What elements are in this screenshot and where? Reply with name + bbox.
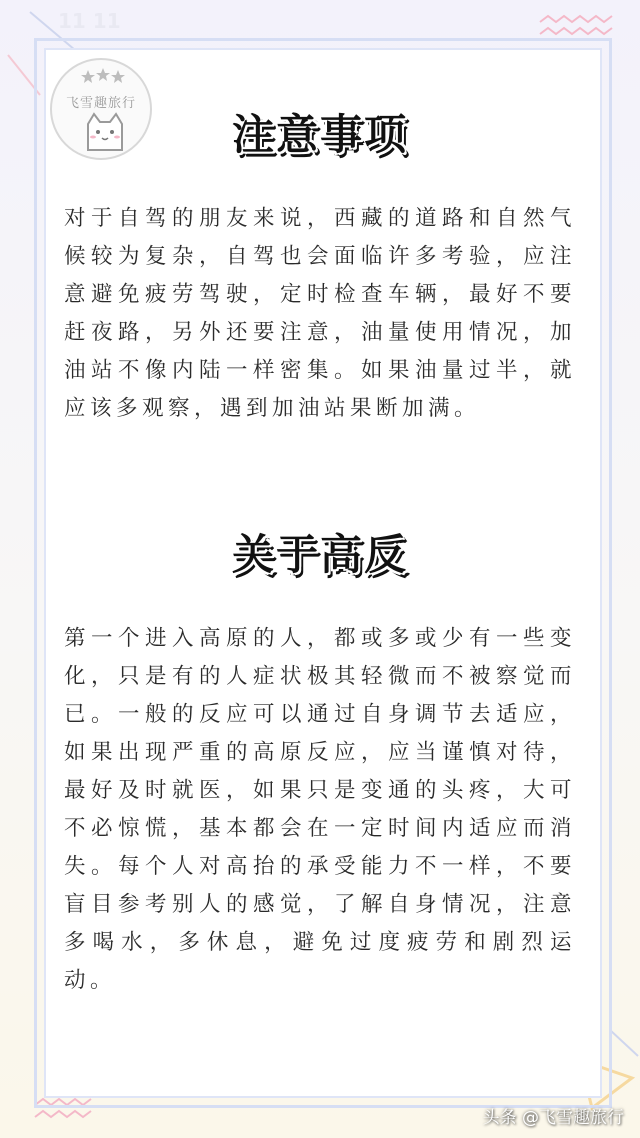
section-title-precautions: 注意事项 [231, 110, 408, 159]
year-text: 11 11 [58, 9, 121, 33]
stars-icon [80, 68, 126, 84]
section-body-altitude-sickness: 第一个进入高原的人，都或多或少有一些变化，只是有的人症状极其轻微而不被察觉而已。一般的反应可以通过自身调节去适应，如果出现严重的高原反应，应当谨慎对待，最好及时就医，如果只是变通的头疼，大可不必惊慌，基本都会在一定时间内适应而消失。每个人对高抬的承受能力不一样，不要盲目参考别人的感觉，了解自身情况，注意多喝水，多休息，避免过度疲劳和剧烈运动。 [64, 626, 576, 993]
watermark: 头条 @飞雪趣旅行 [482, 1108, 624, 1128]
stamp-label: 飞雪趣旅行 [65, 96, 136, 111]
section-body-precautions: 对于自驾的朋友来说，西藏的道路和自然气候较为复杂，自驾也会面临许多考验，应注意避免疲劳驾驶，定时检查车辆，最好不要赶夜路，另外还要注意，油量使用情况，加油站不像内陆一样密集。如果油量过半，就应该多观察，遇到加油站果断加满。 [64, 206, 576, 421]
section-title-altitude-sickness: 关于高反 [231, 530, 408, 579]
